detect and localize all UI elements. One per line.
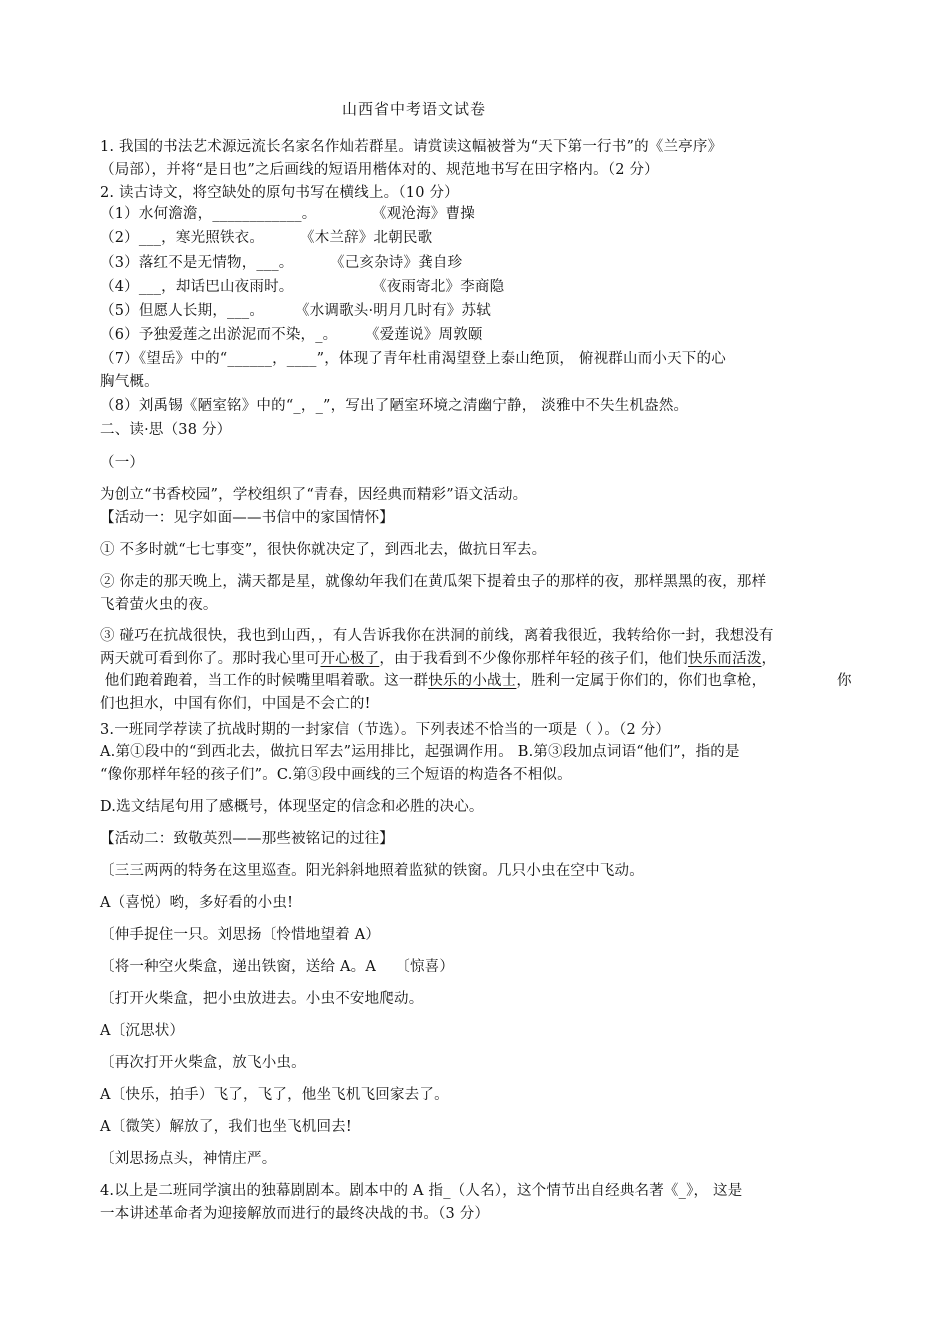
- q3-line-4: D.选文结尾句用了感概号，体现坚定的信念和必胜的决心。: [100, 799, 484, 815]
- activity-2-heading: 【活动二：致敬英烈——那些被铭记的过往】: [100, 831, 394, 847]
- q2-item-4-source: 《夜雨寄北》李商隐: [372, 279, 505, 295]
- script-line-8: A〔快乐，拍手）飞了，飞了，他坐飞机飞回家去了。: [100, 1087, 449, 1103]
- exam-title: 山西省中考语文试卷: [342, 100, 487, 118]
- q2-item-3: （3）落红不是无情物，___。 《己亥杂诗》龚自珍: [100, 255, 463, 271]
- activity-intro: 为创立“书香校园”，学校组织了“青春，因经典而精彩”语文活动。: [100, 487, 528, 503]
- letter-paragraph-3-line-4: 们也担水，中国有你们，中国是不会亡的!: [100, 696, 371, 712]
- script-line-7: 〔再次打开火柴盒，放飞小虫。: [100, 1055, 306, 1071]
- q1-line-2: （局部），并将“是日也”之后画线的短语用楷体对的、规范地书写在田字格内。（2 分）: [100, 162, 659, 178]
- script-line-2: A（喜悦）哟，多好看的小虫!: [100, 895, 294, 911]
- q2-item-6: （6）予独爱莲之出淤泥而不染，_。 《爱莲说》周敦颐: [100, 327, 483, 343]
- q2-item-5: （5）但愿人长期，___。 《水调歌头·明月几时有》苏轼: [100, 303, 491, 319]
- q2-heading: 2. 读古诗文，将空缺处的原句书写在横线上。（10 分）: [100, 185, 459, 201]
- q4-line-2: 一本讲述革命者为迎接解放而进行的最终决战的书。（3 分）: [100, 1206, 490, 1222]
- letter-paragraph-3-line-3: 他们跑着跑着，当工作的时候嘴里唱着歌。这一群快乐的小战士，胜利一定属于你们的，你们也拿枪， 你: [100, 673, 852, 689]
- script-line-3: 〔伸手捉住一只。刘思扬〔怜惜地望着 A）: [100, 927, 381, 943]
- part-1-heading: （一）: [100, 455, 145, 471]
- q2-item-1-source: 《观沧海》曹操: [372, 206, 475, 222]
- q2-item-1: （1）水何澹澹，____________。 《观沧海》曹操: [100, 206, 475, 222]
- letter-paragraph-3-line-1: ③ 碰巧在抗战很快，我也到山西，，有人告诉我你在洪洞的前线，离着我很近，我转给你一封，我想没有: [100, 628, 774, 644]
- q3-line-3: “像你那样年轻的孩子们”。C.第③段中画线的三个短语的构造各不相似。: [100, 767, 572, 783]
- script-line-4: 〔将一种空火柴盒，递出铁窗，送给 A。A 〔惊喜）: [100, 959, 455, 975]
- q2-item-2-source: 《木兰辞》北朝民歌: [300, 230, 433, 246]
- letter-paragraph-2-line-1: ② 你走的那天晚上，满天都是星，就像幼年我们在黄瓜架下提着虫子的那样的夜，那样黑黑的夜，那样: [100, 574, 767, 590]
- underlined-phrase-2: 快乐而活泼: [688, 651, 762, 667]
- script-line-5: 〔打开火柴盒，把小虫放进去。小虫不安地爬动。: [100, 991, 424, 1007]
- q2-item-7-line-1: （7）《望岳》中的“______，____”，体现了青年杜甫渴望登上泰山绝顶， 俯视群山而小天下的心: [100, 351, 726, 367]
- letter-paragraph-2-line-2: 飞着萤火虫的夜。: [100, 597, 218, 613]
- q2-item-7-line-2: 胸气概。: [100, 374, 159, 390]
- underlined-phrase-3: 快乐的小战士: [428, 673, 517, 689]
- q4-line-1: 4.以上是二班同学演出的独幕剧剧本。剧本中的 A 指_（人名），这个情节出自经典名著《_》， 这是: [100, 1183, 743, 1199]
- q2-item-6-source: 《爱莲说》周敦颐: [365, 327, 483, 343]
- q1-line-1: 1. 我国的书法艺术源远流长名家名作灿若群星。请赏读这幅被誉为“天下第一行书”的《兰亭序》: [100, 139, 723, 155]
- q2-item-8: （8）刘禹锡《陋室铭》中的“_，_”，写出了陋室环境之清幽宁静， 淡雅中不失生机盎然。: [100, 398, 689, 414]
- letter-paragraph-3-line-2: 两天就可看到你了。那时我心里可开心极了，由于我看到不少像你那样年轻的孩子们，他们快乐而活泼，: [100, 651, 777, 667]
- script-line-10: 〔刘思扬点头，神情庄严。: [100, 1151, 277, 1167]
- q3-line-2: A.第①段中的“到西北去，做抗日军去”运用排比，起强调作用。 B.第③段加点词语“他们”，指的是: [100, 744, 740, 760]
- script-line-9: A〔微笑）解放了，我们也坐飞机回去!: [100, 1119, 352, 1135]
- script-line-6: A〔沉思状）: [100, 1023, 185, 1039]
- script-line-1: 〔三三两两的特务在这里巡查。阳光斜斜地照着监狱的铁窗。几只小虫在空中飞动。: [100, 863, 644, 879]
- q2-item-3-source: 《己亥杂诗》龚自珍: [330, 255, 463, 271]
- q2-item-4: （4）___，却话巴山夜雨时。 《夜雨寄北》李商隐: [100, 279, 505, 295]
- underlined-phrase-1: 开心极了: [320, 651, 380, 667]
- q3-line-1: 3.一班同学荐读了抗战时期的一封家信（节选）。下列表述不恰当的一项是（ ）。（2 分）: [100, 722, 671, 738]
- section-2-heading: 二、读·思（38 分）: [100, 422, 232, 438]
- q2-item-5-source: 《水调歌头·明月几时有》苏轼: [295, 303, 491, 319]
- activity-1-heading: 【活动一：见字如面——书信中的家国情怀】: [100, 510, 394, 526]
- letter-paragraph-1: ① 不多时就“七七事变”，很快你就决定了，到西北去，做抗日军去。: [100, 542, 547, 558]
- q2-item-2: （2）___，寒光照铁衣。 《木兰辞》北朝民歌: [100, 230, 433, 246]
